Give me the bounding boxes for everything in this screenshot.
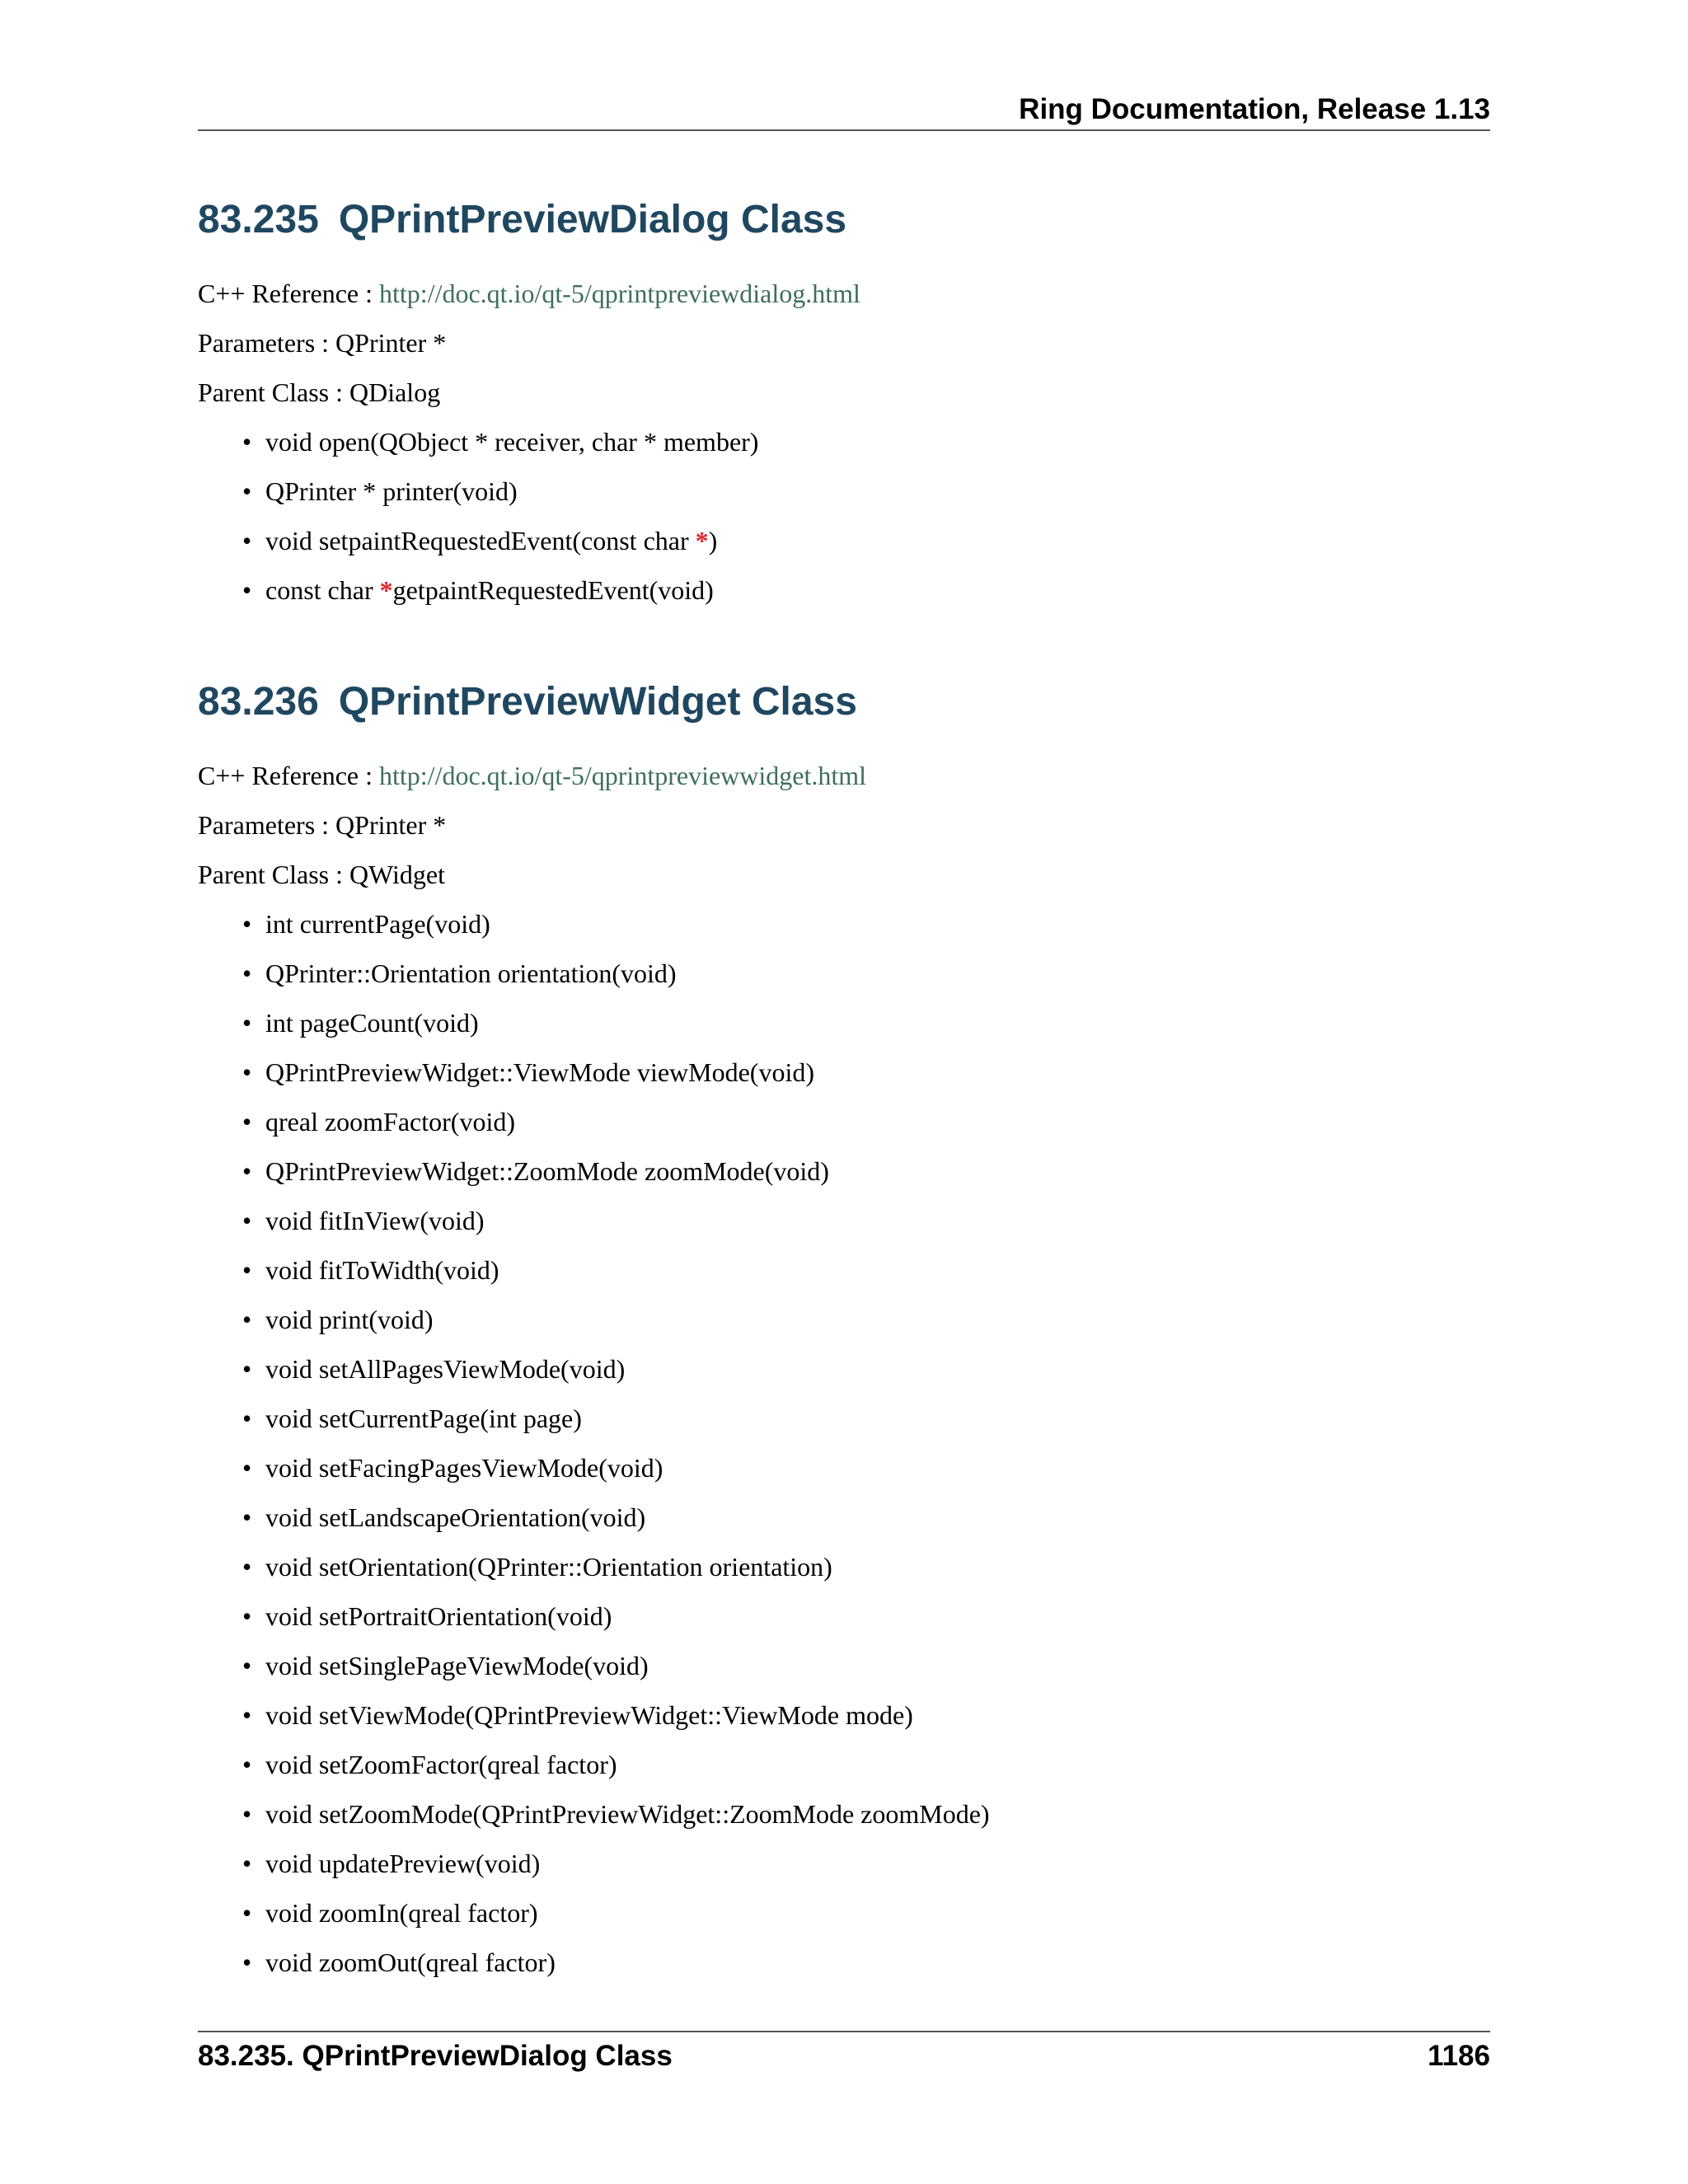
- method-signature: void setZoomMode(QPrintPreviewWidget::ZoomMode zoomMode): [265, 1799, 990, 1829]
- method-signature: void setCurrentPage(int page): [265, 1404, 582, 1433]
- bullet-icon: •: [242, 1206, 252, 1235]
- method-signature: void setFacingPagesViewMode(void): [265, 1453, 663, 1483]
- method-signature: QPrinter * printer(void): [265, 476, 518, 506]
- method-signature: void setAllPagesViewMode(void): [265, 1354, 626, 1384]
- method-signature: void setPortraitOrientation(void): [265, 1601, 612, 1631]
- bullet-icon: •: [242, 1107, 252, 1137]
- method-item: [242, 1402, 1490, 1435]
- method-item: [242, 1451, 1490, 1484]
- bullet-icon: •: [242, 427, 252, 457]
- cpp-reference: [198, 759, 1490, 792]
- bullet-icon: •: [242, 1700, 252, 1730]
- parameters-line: Parameters : QPrinter *: [198, 810, 447, 840]
- method-signature: void setpaintRequestedEvent(const char: [265, 526, 696, 555]
- method-signature: void fitToWidth(void): [265, 1255, 499, 1285]
- method-signature: void setZoomFactor(qreal factor): [265, 1750, 617, 1779]
- section-heading: [198, 673, 1490, 731]
- bullet-icon: •: [242, 1502, 252, 1532]
- bullet-icon: •: [242, 1255, 252, 1285]
- method-item: [242, 1600, 1490, 1633]
- bullet-icon: •: [242, 1849, 252, 1878]
- method-item: [242, 1649, 1490, 1682]
- method-item: [242, 1748, 1490, 1781]
- bullet-icon: •: [242, 1057, 252, 1087]
- cpp-reference-label: C++ Reference :: [198, 761, 379, 790]
- method-item: [242, 1699, 1490, 1732]
- bullet-icon: •: [242, 1008, 252, 1038]
- method-signature: const char: [265, 575, 380, 605]
- method-list: [198, 907, 1490, 1979]
- parent-class-line: Parent Class : QDialog: [198, 377, 441, 407]
- pointer-asterisk: *: [695, 526, 709, 555]
- method-signature: int currentPage(void): [265, 909, 490, 939]
- parent-class-line: Parent Class : QWidget: [198, 860, 445, 889]
- method-item: [242, 1797, 1490, 1830]
- method-signature: int pageCount(void): [265, 1008, 479, 1038]
- section-number: 83.236: [198, 680, 319, 724]
- footer-section-label: 83.235. QPrintPreviewDialog Class: [198, 2040, 673, 2072]
- method-item: [242, 1847, 1490, 1880]
- method-signature: void print(void): [265, 1305, 434, 1334]
- bullet-icon: •: [242, 1601, 252, 1631]
- method-signature: void setSinglePageViewMode(void): [265, 1651, 649, 1680]
- method-item: [242, 1105, 1490, 1138]
- method-signature: void zoomIn(qreal factor): [265, 1898, 538, 1928]
- method-item: [242, 957, 1490, 990]
- bullet-icon: •: [242, 526, 252, 555]
- method-item: [242, 1946, 1490, 1979]
- section-number: 83.235: [198, 198, 319, 241]
- bullet-icon: •: [242, 1354, 252, 1384]
- bullet-icon: •: [242, 1750, 252, 1779]
- method-signature: void fitInView(void): [265, 1206, 485, 1235]
- section-qprintpreviewdialog: [198, 191, 1490, 623]
- document-page: [198, 0, 1490, 2184]
- method-item: [242, 1896, 1490, 1929]
- method-item: [242, 1204, 1490, 1237]
- running-header: Ring Documentation, Release 1.13: [1019, 93, 1490, 125]
- method-item: [242, 1550, 1490, 1583]
- bullet-icon: •: [242, 958, 252, 988]
- method-item: [242, 1352, 1490, 1385]
- bullet-icon: •: [242, 1947, 252, 1977]
- method-item: [242, 574, 1490, 607]
- bullet-icon: •: [242, 1156, 252, 1186]
- method-item: [242, 425, 1490, 458]
- method-item: [242, 1501, 1490, 1534]
- footer-rule: [198, 2031, 1490, 2032]
- method-list: [198, 425, 1490, 607]
- bullet-icon: •: [242, 1898, 252, 1928]
- method-item: [242, 907, 1490, 940]
- method-signature-rest: ): [708, 526, 718, 555]
- page-number: 1186: [1428, 2040, 1490, 2072]
- method-signature: QPrintPreviewWidget::ZoomMode zoomMode(void): [265, 1156, 829, 1186]
- method-item: [242, 475, 1490, 508]
- method-item: [242, 1006, 1490, 1039]
- parameters-line: Parameters : QPrinter *: [198, 328, 447, 358]
- section-heading: [198, 191, 1490, 249]
- bullet-icon: •: [242, 1305, 252, 1334]
- method-signature: void setViewMode(QPrintPreviewWidget::ViewMode mode): [265, 1700, 913, 1730]
- cpp-reference-link[interactable]: http://doc.qt.io/qt-5/qprintpreviewdialog.html: [379, 279, 860, 308]
- method-signature: void setLandscapeOrientation(void): [265, 1502, 646, 1532]
- running-footer: [198, 2039, 1490, 2074]
- method-signature: void updatePreview(void): [265, 1849, 541, 1878]
- method-item: [242, 524, 1490, 557]
- bullet-icon: •: [242, 1651, 252, 1680]
- section-title: QPrintPreviewDialog Class: [338, 198, 847, 241]
- method-signature: void setOrientation(QPrinter::Orientation orientation): [265, 1552, 832, 1582]
- bullet-icon: •: [242, 575, 252, 605]
- method-signature: QPrintPreviewWidget::ViewMode viewMode(void): [265, 1057, 814, 1087]
- method-signature: void zoomOut(qreal factor): [265, 1947, 556, 1977]
- section-qprintpreviewwidget: [198, 673, 1490, 1995]
- method-item: [242, 1155, 1490, 1188]
- method-signature: void open(QObject * receiver, char * member): [265, 427, 759, 457]
- bullet-icon: •: [242, 476, 252, 506]
- bullet-icon: •: [242, 1404, 252, 1433]
- method-signature: QPrinter::Orientation orientation(void): [265, 958, 677, 988]
- bullet-icon: •: [242, 909, 252, 939]
- bullet-icon: •: [242, 1453, 252, 1483]
- method-signature-rest: getpaintRequestedEvent(void): [392, 575, 714, 605]
- method-item: [242, 1254, 1490, 1286]
- header-rule: [198, 129, 1490, 131]
- cpp-reference: [198, 277, 1490, 310]
- method-signature: qreal zoomFactor(void): [265, 1107, 515, 1137]
- cpp-reference-label: C++ Reference :: [198, 279, 379, 308]
- section-title: QPrintPreviewWidget Class: [338, 680, 857, 724]
- bullet-icon: •: [242, 1552, 252, 1582]
- method-item: [242, 1056, 1490, 1089]
- bullet-icon: •: [242, 1799, 252, 1829]
- pointer-asterisk: *: [379, 575, 393, 605]
- cpp-reference-link[interactable]: http://doc.qt.io/qt-5/qprintpreviewwidget.html: [379, 761, 867, 790]
- method-item: [242, 1303, 1490, 1336]
